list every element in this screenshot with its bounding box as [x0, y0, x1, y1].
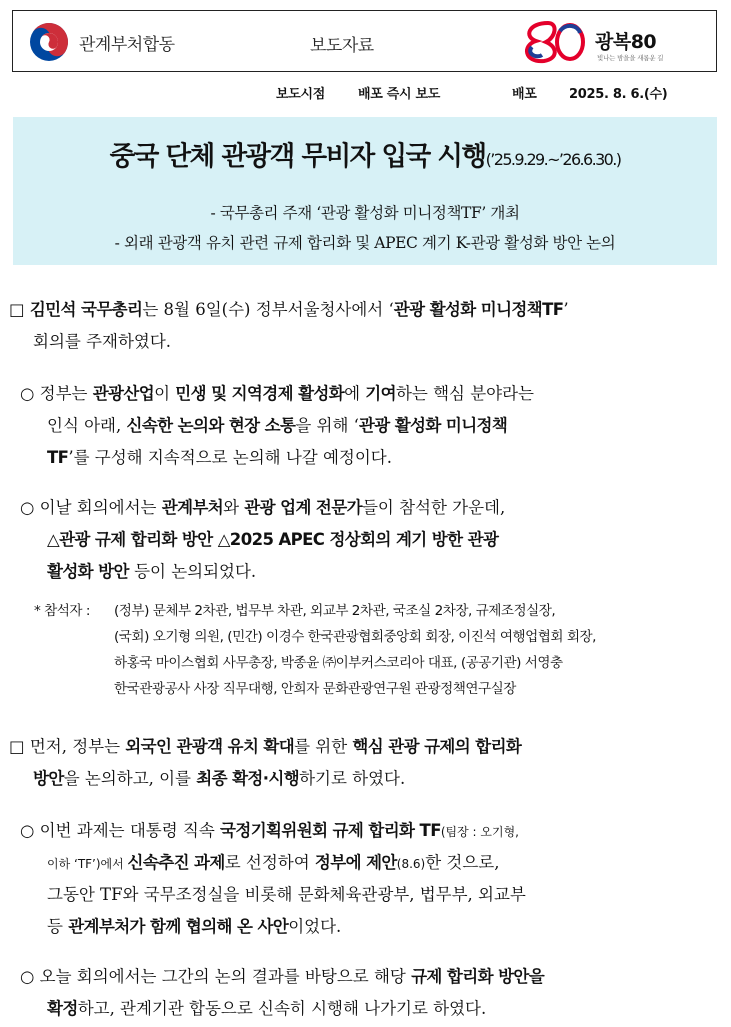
logo-tagline: 빛나는 밤을을 새롭운 길	[597, 54, 664, 62]
title-box	[13, 117, 717, 265]
emph-text: 관광 활성화 미니정책	[358, 416, 508, 435]
attendees-line-1: (정부) 문체부 2차관, 법무부 차관, 외교부 2차관, 국조실 2차장, 규제조정실장,	[114, 603, 556, 619]
liberation-80th-logo-icon	[518, 17, 590, 67]
emph-text: 활성화 방안	[47, 562, 129, 581]
bullet-3-line-1	[20, 817, 519, 841]
emph-text: 관계부처가 함께 협의해 온 사안	[68, 917, 289, 936]
emph-text: 방안	[33, 769, 64, 788]
section-2-line-1	[9, 733, 521, 757]
section-1-line-1	[9, 296, 569, 320]
emph-text: △관광 규제 합리화 방안 △2025 APEC 정상회의 계기 방한 관광	[47, 530, 499, 549]
emph-text: 기여	[365, 384, 396, 403]
attendees-line-4: 한국관광공사 사장 직무대행, 안희자 문화관광연구원 관광정책연구실장	[114, 681, 516, 697]
body-text: ’를 구성해 지속적으로 논의해 나갈 예정이다.	[68, 448, 392, 467]
ministry-name: 관계부처합동	[79, 35, 175, 55]
emph-text: 민생 및 지역경제 활성화	[175, 384, 345, 403]
emph-text: TF	[47, 448, 69, 467]
body-text: (팀장 : 오기형,	[440, 825, 519, 839]
emph-text: 외국인 관광객 유치 확대	[125, 737, 295, 756]
circle-bullet: ○	[20, 967, 35, 986]
body-text: 이번 과제는 대통령 직속	[39, 821, 221, 840]
body-text: 는 8월 6일(수) 정부서울청사에서 ‘	[142, 300, 394, 319]
bullet-4-line-2	[47, 995, 486, 1019]
emph-text: 김민석 국무총리	[29, 300, 143, 319]
emph-text: 정부에 제안	[314, 853, 397, 872]
attendees-label: * 참석자 :	[34, 603, 90, 619]
body-text: 와	[223, 498, 245, 517]
emph-text: 확정	[47, 999, 78, 1018]
square-bullet: □	[9, 300, 25, 319]
bullet-4-line-1	[20, 963, 544, 987]
release-time-label: 보도시점	[276, 87, 326, 102]
body-text: 을 위해 ‘	[295, 416, 359, 435]
document-type: 보도자료	[310, 36, 374, 56]
emph-text: 관계부처	[161, 498, 224, 517]
body-text: ’	[563, 300, 569, 319]
press-header	[12, 10, 717, 72]
emph-text: 관광산업	[92, 384, 155, 403]
body-text: 한 것으로,	[425, 853, 500, 872]
circle-bullet: ○	[20, 821, 35, 840]
body-text: 등	[47, 917, 69, 936]
bullet-2-line-1	[20, 494, 505, 518]
title-main: 중국 단체 관광객 무비자 입국 시행	[109, 141, 486, 172]
body-text: 이었다.	[288, 917, 342, 936]
body-text: 들이 참석한 가운데,	[361, 498, 506, 517]
circle-bullet: ○	[20, 384, 35, 403]
body-text: 에	[344, 384, 366, 403]
release-time-value: 배포 즉시 보도	[358, 87, 440, 102]
emph-text: 국정기획위원회 규제 합리화 TF	[220, 821, 441, 840]
section-1-line-2: 회의를 주재하였다.	[33, 332, 172, 351]
body-text: 하기로 하였다.	[299, 769, 406, 788]
bullet-2-line-2	[47, 526, 498, 550]
square-bullet: □	[9, 737, 25, 756]
bullet-1-line-2	[47, 412, 507, 436]
government-emblem-icon	[29, 22, 69, 62]
body-text: 등이 논의되었다.	[128, 562, 257, 581]
body-text: 이하 ‘TF’)에서	[47, 857, 128, 871]
emph-text: 핵심 관광 규제의 합리화	[352, 737, 522, 756]
attendees-line-3: 하홍국 마이스협회 사무총장, 박종윤 ㈜이부커스코리아 대표, (공공기관) 서영충	[114, 655, 563, 671]
body-text: 하고, 관계기관 합동으로 신속히 시행해 나가기로 하였다.	[77, 999, 487, 1018]
bullet-2-line-3	[47, 558, 256, 582]
emph-text: 관광 활성화 미니정책TF	[393, 300, 564, 319]
body-text: 이날 회의에서는	[39, 498, 162, 517]
emph-text: 최종 확정·시행	[196, 769, 300, 788]
logo-text: 광복80	[595, 31, 657, 53]
emph-text: 관광 업계 전문가	[244, 498, 362, 517]
subtitle-2: - 외래 관광객 유치 관련 규제 합리화 및 APEC 계기 K-관광 활성화 방안 논의	[114, 234, 616, 252]
body-text: 인식 아래,	[47, 416, 127, 435]
bullet-3-line-4	[47, 913, 341, 937]
title-period: (’25.9.29.~’26.6.30.)	[485, 150, 621, 169]
emph-text: 신속한 논의와 현장 소통	[126, 416, 296, 435]
section-2-line-2	[33, 765, 405, 789]
bullet-1-line-3	[47, 444, 392, 468]
body-text: 이	[154, 384, 176, 403]
release-date-value: 2025. 8. 6.(수)	[569, 87, 668, 102]
body-text: (8.6)	[396, 857, 426, 871]
emph-text: 신속추진 과제	[127, 853, 225, 872]
body-text: 하는 핵심 분야라는	[395, 384, 534, 403]
bullet-3-line-3: 그동안 TF와 국무조정실을 비롯해 문화체육관광부, 법무부, 외교부	[47, 885, 526, 904]
body-text: 로 선정하여	[224, 853, 315, 872]
release-date-label: 배포	[512, 87, 537, 102]
page-title	[13, 134, 717, 173]
emph-text: 규제 합리화 방안을	[411, 967, 545, 986]
body-text: 정부는	[39, 384, 93, 403]
attendees-line-2: (국회) 오기형 의원, (민간) 이경수 한국관광협회중앙회 회장, 이진석 여행업협회 회장,	[114, 629, 596, 645]
body-text: 을 논의하고, 이를	[63, 769, 197, 788]
circle-bullet: ○	[20, 498, 35, 517]
subtitle-1: - 국무총리 주재 ‘관광 활성화 미니정책TF’ 개최	[210, 204, 520, 222]
bullet-1-line-1	[20, 380, 534, 404]
body-text: 를 위한	[294, 737, 353, 756]
body-text: 먼저, 정부는	[29, 737, 126, 756]
body-text: 오늘 회의에서는 그간의 논의 결과를 바탕으로 해당	[39, 967, 412, 986]
bullet-3-line-2	[47, 849, 499, 873]
